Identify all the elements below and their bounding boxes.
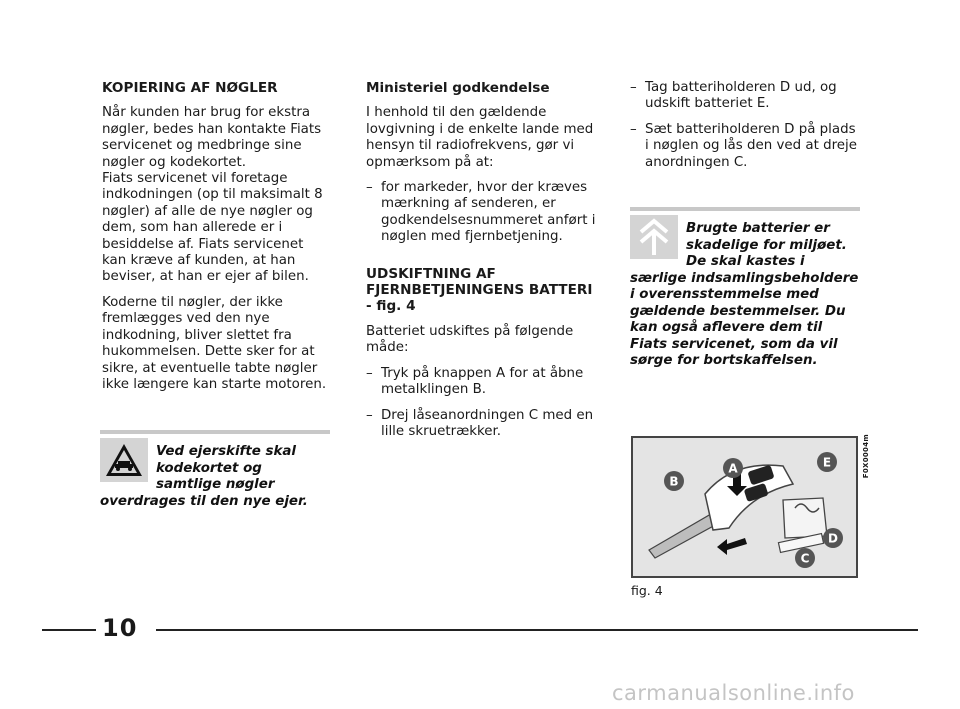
warning-triangle-icon xyxy=(100,438,148,482)
column-right xyxy=(630,80,862,180)
paragraph-key-copy-2: Koderne til nøgler, der ikke fremlægges ved den nye indkodning, bliver slettet fra hukommelsen. Dette sker for at sikre, at eventuelle tabte nøgler ikke længere kan starte motoren. xyxy=(102,294,327,392)
paragraph-key-copy-1: Når kunden har brug for ekstra nøgler, bedes han kontakte Fiats servicenet og medbringe sine nøgler og kodekortet. Fiats servicenet vil foretage indkodningen (op til maksimalt 8 nøgler) af alle de nye nøgler og dem, som han allerede er i besiddelse af. Fiats servicenet kan kræve af kunden, at han beviser, at han er ejer af bilen. xyxy=(102,105,323,285)
label-a: A xyxy=(728,461,738,476)
environment-note-text: Brugte batterier er skadelige for miljøet. De skal kastes i særlige indsamlingsbeholdere i overensstemmelse med gældende bestemmelser. Du kan også aflevere dem til Fiats servicenet, som da vil sørge for bortskaffelsen. xyxy=(630,221,859,368)
figure-caption: fig. 4 xyxy=(631,583,663,598)
footer-rule-left xyxy=(42,629,96,631)
column-left xyxy=(102,80,330,402)
paragraph-battery: Batteriet udskiftes på følgende måde: xyxy=(366,323,574,356)
heading-approval: Ministeriel godkendelse xyxy=(366,80,550,96)
key-battery-figure xyxy=(631,436,858,578)
footer-rule-right xyxy=(156,629,918,631)
heading-key-copy: KOPIERING AF NØGLER xyxy=(102,80,278,96)
environment-note xyxy=(630,207,860,370)
watermark: carmanualsonline.info xyxy=(612,681,855,705)
page-number: 10 xyxy=(102,614,138,642)
figure-code: F0X0004m xyxy=(862,434,870,479)
list-item: – Tag batteriholderen D ud, og udskift batteriet E. xyxy=(630,80,837,112)
column-middle xyxy=(366,80,598,449)
recycle-arrows-icon xyxy=(630,215,678,259)
list-item: – for markeder, hvor der kræves mærkning af senderen, er godkendelsesnummeret anført i nøglen med fjernbetjening. xyxy=(366,180,596,245)
paragraph-approval: I henhold til den gældende lovgivning i de enkelte lande med hensyn til radiofrekvens, gør vi opmærksom på at: xyxy=(366,105,594,170)
label-d: D xyxy=(828,531,838,546)
key-illustration xyxy=(633,438,856,576)
warning-note-text: Ved ejerskifte skal kodekortet og samtlige nøgler overdrages til den nye ejer. xyxy=(100,444,308,509)
list-item: – Drej låseanordningen C med en lille skruetrækker. xyxy=(366,407,594,439)
list-item: – Sæt batteriholderen D på plads i nøglen og lås den ved at dreje anordningen C. xyxy=(630,121,857,170)
list-item: – Tryk på knappen A for at åbne metalklingen B. xyxy=(366,365,584,398)
heading-battery: UDSKIFTNING AF FJERNBETJENINGENS BATTERI - fig. 4 xyxy=(366,265,593,315)
label-e: E xyxy=(822,455,832,470)
label-b: B xyxy=(669,474,679,489)
warning-note xyxy=(100,430,330,510)
label-c: C xyxy=(800,551,810,566)
